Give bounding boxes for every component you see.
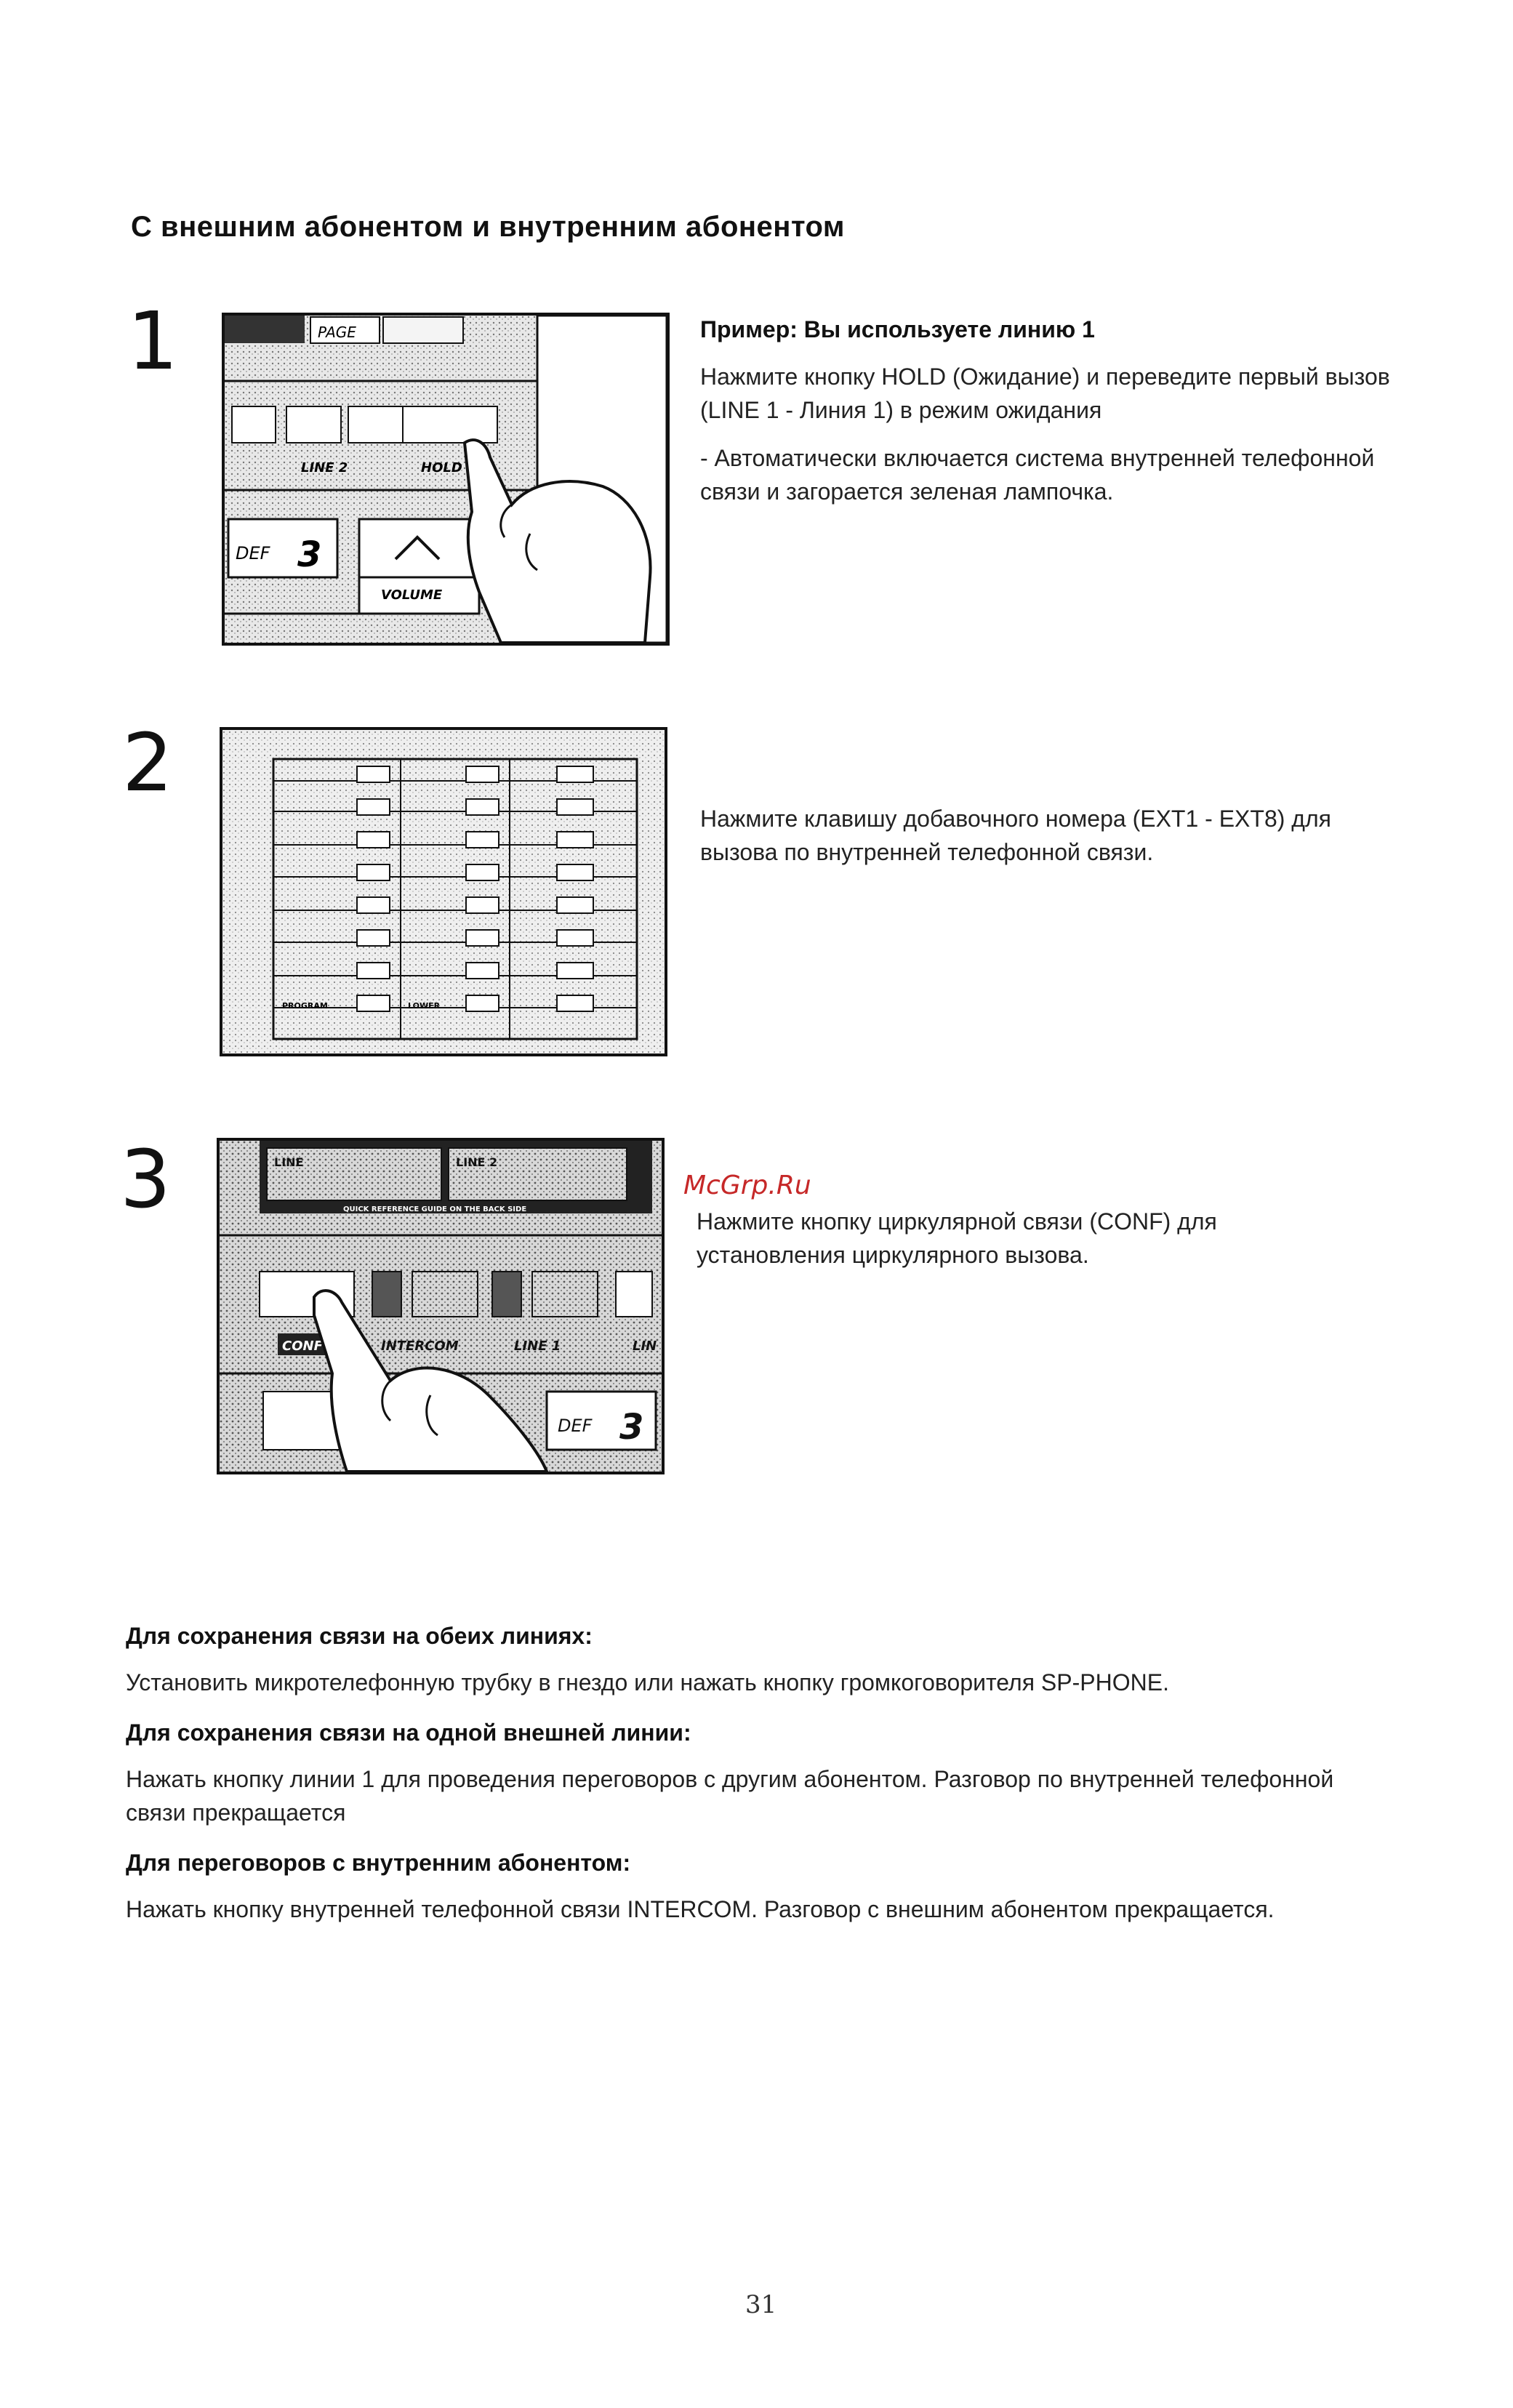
quick-ref-label: QUICK REFERENCE GUIDE ON THE BACK SIDE [343,1205,527,1213]
step-1-illustration [222,313,670,646]
step-2-paragraph-1: Нажмите клавишу добавочного номера (EXT1 - EXT8) для вызова по внутренней телефонной связи. [700,806,1331,865]
step-1-number: 1 [127,294,178,388]
key-3-label: 3 [297,534,322,575]
page-number: 31 [745,2290,777,2319]
note-1-text: Установить микротелефонную трубку в гнездо или нажать кнопку громкоговорителя SP-PHONE. [126,1669,1169,1695]
page-title: С внешним абонентом и внутренним абонентом [131,211,845,243]
line2-label: LINE 2 [301,460,348,475]
step-1-text [700,360,1398,508]
step-1-paragraph-2: - Автоматически включается система внутренней телефонной связи и загорается зеленая лампочка. [700,445,1375,505]
intercom-label: INTERCOM [381,1339,459,1354]
page-label: PAGE [318,324,356,341]
step-1-paragraph-1: Нажмите кнопку HOLD (Ожидание) и переведите первый вызов (LINE 1 - Линия 1) в режим ожидания [700,364,1390,423]
note-2-heading: Для сохранения связи на одной внешней линии: [126,1719,691,1746]
step-3-text [697,1205,1365,1272]
step-1-heading: Пример: Вы используете линию 1 [700,316,1095,342]
notes-section [126,1623,1362,1926]
lower-label: LOWER [408,1001,441,1011]
program-label: PROGRAM [282,1001,328,1011]
step-2-number: 2 [122,716,173,809]
step-3-paragraph-1: Нажмите кнопку циркулярной связи (CONF) для установления циркулярного вызова. [697,1208,1217,1268]
line1-label: LINE 1 [514,1339,561,1354]
note-3-text: Нажать кнопку внутренней телефонной связи INTERCOM. Разговор с внешним абонентом прекращается. [126,1896,1275,1922]
def-label: DEF [236,543,270,563]
conf-label: CONF [282,1339,323,1354]
step-2-text [700,802,1355,869]
volume-label: VOLUME [381,587,443,603]
lin-label: LIN [633,1339,657,1354]
step-3-number: 3 [120,1133,171,1226]
line-label: LINE [274,1155,304,1169]
hold-label: HOLD [421,460,462,475]
line2-label: LINE 2 [456,1155,498,1169]
key-3-label: 3 [619,1407,644,1448]
note-2-text: Нажать кнопку линии 1 для проведения переговоров с другим абонентом. Разговор по внутренней телефонной связи прекращается [126,1766,1334,1826]
step-3-illustration [217,1138,665,1474]
note-1-heading: Для сохранения связи на обеих линиях: [126,1623,593,1649]
def-label: DEF [558,1416,593,1436]
watermark: McGrp.Ru [683,1171,811,1200]
note-3-heading: Для переговоров с внутренним абонентом: [126,1850,631,1876]
step-2-illustration [220,727,667,1056]
